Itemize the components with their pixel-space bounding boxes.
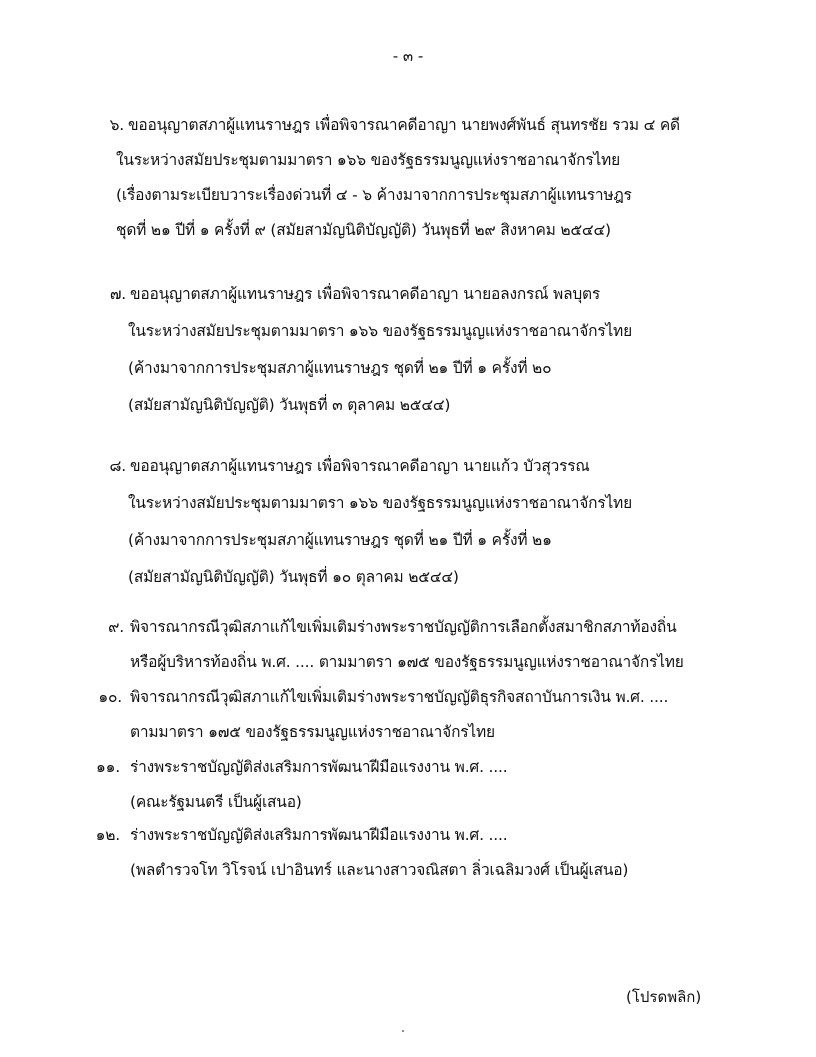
agenda-item-line: ขออนุญาตสภาผู้แทนราษฎร เพื่อพิจารณาคดีอาญา นายแก้ว บัวสุวรรณ: [130, 457, 590, 475]
agenda-item-line: (คณะรัฐมนตรี เป็นผู้เสนอ): [130, 793, 302, 811]
agenda-item-line: ชุดที่ ๒๑ ปีที่ ๑ ครั้งที่ ๙ (สมัยสามัญนิติบัญญัติ) วันพุธที่ ๒๙ สิงหาคม ๒๕๔๔): [116, 221, 611, 239]
page-number: - ๓ -: [392, 47, 424, 65]
agenda-item-number: ๑๑.: [95, 758, 120, 776]
agenda-item-line: ในระหว่างสมัยประชุมตามมาตรา ๑๖๖ ของรัฐธรรมนูญแห่งราชอาณาจักรไทย: [128, 322, 632, 340]
agenda-item-line: (เรื่องตามระเบียบวาระเรื่องด่วนที่ ๔ - ๖ ค้างมาจากการประชุมสภาผู้แทนราษฎร: [116, 186, 632, 204]
agenda-item-line: ร่างพระราชบัญญัติส่งเสริมการพัฒนาฝีมือแรงงาน พ.ศ. ....: [130, 758, 508, 776]
agenda-item-line: (สมัยสามัญนิติบัญญัติ) วันพุธที่ ๑๐ ตุลาคม ๒๕๔๔): [128, 568, 459, 586]
agenda-item-line: (พลตำรวจโท วิโรจน์ เปาอินทร์ และนางสาวจณิสตา ลิ่วเฉลิมวงศ์ เป็นผู้เสนอ): [130, 861, 629, 879]
agenda-item-number: ๙.: [108, 618, 124, 636]
agenda-item-number: ๑๒.: [95, 826, 120, 844]
agenda-item-line: ร่างพระราชบัญญัติส่งเสริมการพัฒนาฝีมือแรงงาน พ.ศ. ....: [130, 826, 508, 844]
agenda-item-line: (ค้างมาจากการประชุมสภาผู้แทนราษฎร ชุดที่ ๒๑ ปีที่ ๑ ครั้งที่ ๒๐: [128, 359, 552, 377]
agenda-item-number: ๑๐.: [98, 688, 122, 706]
agenda-item-line: (สมัยสามัญนิติบัญญัติ) วันพุธที่ ๓ ตุลาคม ๒๕๔๔): [128, 396, 451, 414]
agenda-item-line: ตามมาตรา ๑๗๕ ของรัฐธรรมนูญแห่งราชอาณาจักรไทย: [130, 723, 495, 741]
scan-speck: [402, 1030, 404, 1032]
agenda-item-line: ขออนุญาตสภาผู้แทนราษฎร เพื่อพิจารณาคดีอาญา นายอลงกรณ์ พลบุตร: [130, 285, 600, 303]
agenda-item-line: ในระหว่างสมัยประชุมตามมาตรา ๑๖๖ ของรัฐธรรมนูญแห่งราชอาณาจักรไทย: [128, 494, 632, 512]
agenda-item-number: ๗.: [109, 285, 126, 303]
agenda-item-number: ๖.: [109, 116, 124, 134]
agenda-item-number: ๘.: [109, 457, 126, 475]
agenda-item-line: ขออนุญาตสภาผู้แทนราษฎร เพื่อพิจารณาคดีอาญา นายพงศ์พันธ์ สุนทรชัย รวม ๔ คดี: [128, 116, 680, 134]
agenda-item-line: หรือผู้บริหารท้องถิ่น พ.ศ. .... ตามมาตรา ๑๗๕ ของรัฐธรรมนูญแห่งราชอาณาจักรไทย: [130, 653, 684, 671]
agenda-item-line: พิจารณากรณีวุฒิสภาแก้ไขเพิ่มเติมร่างพระราชบัญญัติธุรกิจสถาบันการเงิน พ.ศ. ....: [130, 688, 669, 706]
agenda-item-line: พิจารณากรณีวุฒิสภาแก้ไขเพิ่มเติมร่างพระราชบัญญัติการเลือกตั้งสมาชิกสภาท้องถิ่น: [130, 618, 677, 636]
turn-page-note: (โปรดพลิก): [626, 988, 702, 1006]
agenda-item-line: ในระหว่างสมัยประชุมตามมาตรา ๑๖๖ ของรัฐธรรมนูญแห่งราชอาณาจักรไทย: [116, 151, 620, 169]
agenda-item-line: (ค้างมาจากการประชุมสภาผู้แทนราษฎร ชุดที่ ๒๑ ปีที่ ๑ ครั้งที่ ๒๑: [128, 531, 552, 549]
